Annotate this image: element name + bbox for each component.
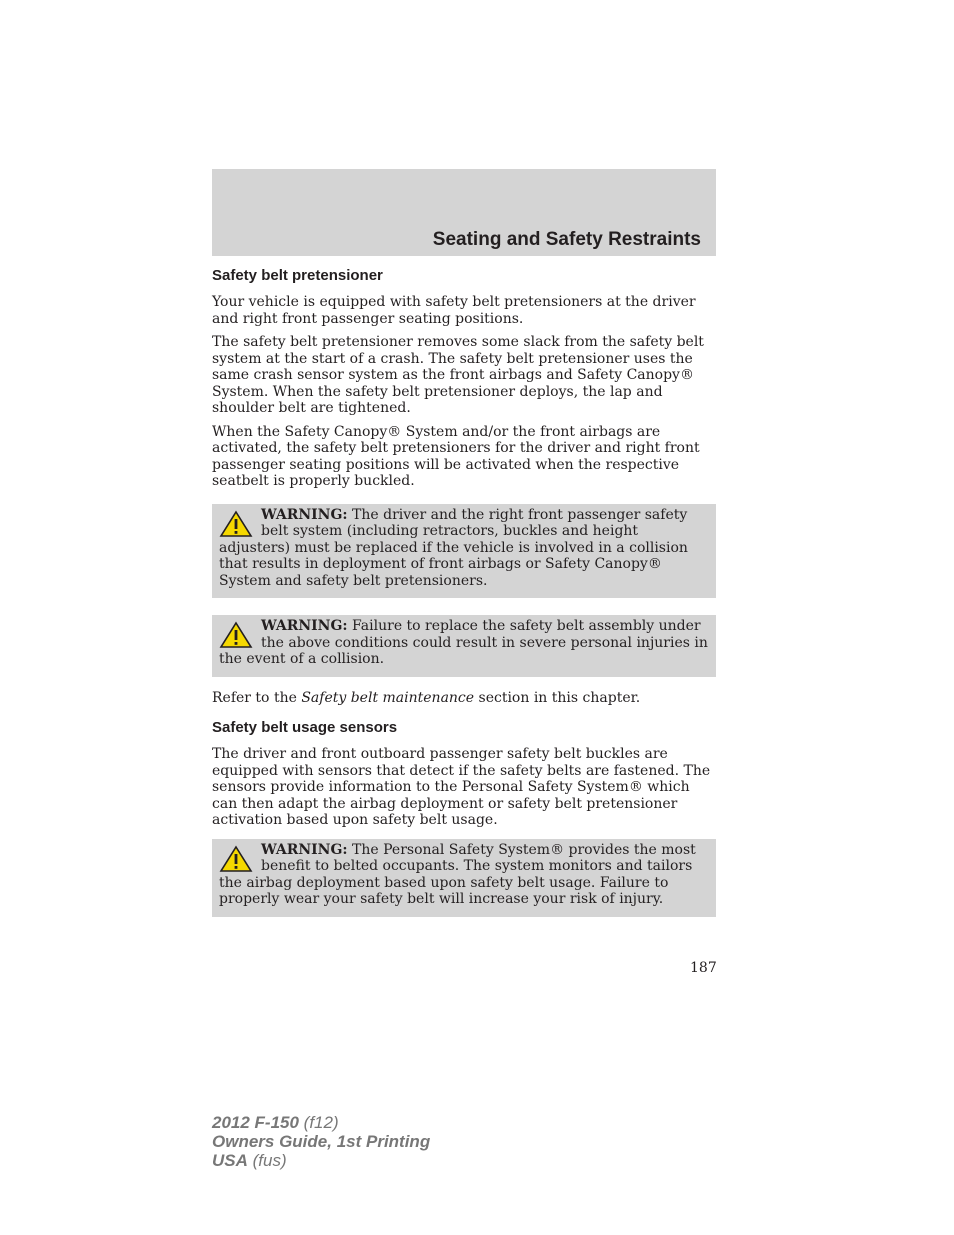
warning-label: WARNING: xyxy=(261,506,348,523)
paragraph: Your vehicle is equipped with safety belt pretensioners at the driver and right front passenger seating positions. xyxy=(212,294,696,327)
refer-text: Refer to the xyxy=(212,689,302,706)
page-content xyxy=(212,267,716,934)
footer-model-code: (f12) xyxy=(298,1113,339,1132)
footer xyxy=(212,1113,430,1170)
warning-box xyxy=(212,615,716,677)
footer-region-code: (fus) xyxy=(247,1151,287,1170)
warning-label: WARNING: xyxy=(261,841,348,858)
warning-label: WARNING: xyxy=(261,618,348,634)
warning-triangle-icon xyxy=(219,621,253,649)
warning-box xyxy=(212,504,716,599)
section-title: Seating and Safety Restraints xyxy=(432,229,701,250)
refer-link-text: Safety belt maintenance xyxy=(301,689,475,706)
footer-model: 2012 F-150 xyxy=(212,1113,299,1132)
warning-text: Failure to replace the safety belt assembly under the above conditions could result in severe personal injuries in the event of a collision. xyxy=(219,618,708,667)
paragraph: The driver and front outboard passenger safety belt buckles are equipped with sensors that detect if the safety belts are fastened. The sensors provide information to the Personal Safety System® which can then adapt the airbag deployment or safety belt pretensioner activation based upon safety belt usage. xyxy=(212,746,711,828)
warning-text: The driver and the right front passenger safety belt system (including retractors, buckles and height adjusters) must be replaced if the vehicle is involved in a collision that results in deployment of front airbags or Safety Canopy® System and safety belt pretensioners. xyxy=(219,506,688,589)
section-header-band xyxy=(212,169,716,256)
warning-box xyxy=(212,839,716,917)
warning-text: The Personal Safety System® provides the most benefit to belted occupants. The system monitors and tailors the airbag deployment based upon safety belt usage. Failure to properly wear your safety belt will increase your risk of injury. xyxy=(219,841,696,907)
heading-sensors: Safety belt usage sensors xyxy=(212,719,398,736)
paragraph: When the Safety Canopy® System and/or the front airbags are activated, the safety belt pretensioners for the driver and right front passenger seating positions will be activated when the respective seatbelt is properly buckled. xyxy=(212,423,700,489)
heading-pretensioner: Safety belt pretensioner xyxy=(212,267,383,284)
warning-triangle-icon xyxy=(219,845,253,873)
footer-line-2 xyxy=(212,1132,430,1151)
refer-paragraph xyxy=(212,690,716,707)
page-number: 187 xyxy=(690,960,717,976)
footer-guide: Owners Guide, 1st Printing xyxy=(212,1132,431,1151)
refer-text: section in this chapter. xyxy=(474,689,641,706)
paragraph: The safety belt pretensioner removes some slack from the safety belt system at the start of a crash. The safety belt pretensioner uses the same crash sensor system as the front airbags and Safety Canopy® System. When the safety belt pretensioner deploys, the lap and shoulder belt are tightened. xyxy=(212,334,704,416)
footer-line-1 xyxy=(212,1113,430,1132)
footer-line-3 xyxy=(212,1151,430,1170)
warning-triangle-icon xyxy=(219,510,253,538)
footer-region: USA xyxy=(212,1151,248,1170)
